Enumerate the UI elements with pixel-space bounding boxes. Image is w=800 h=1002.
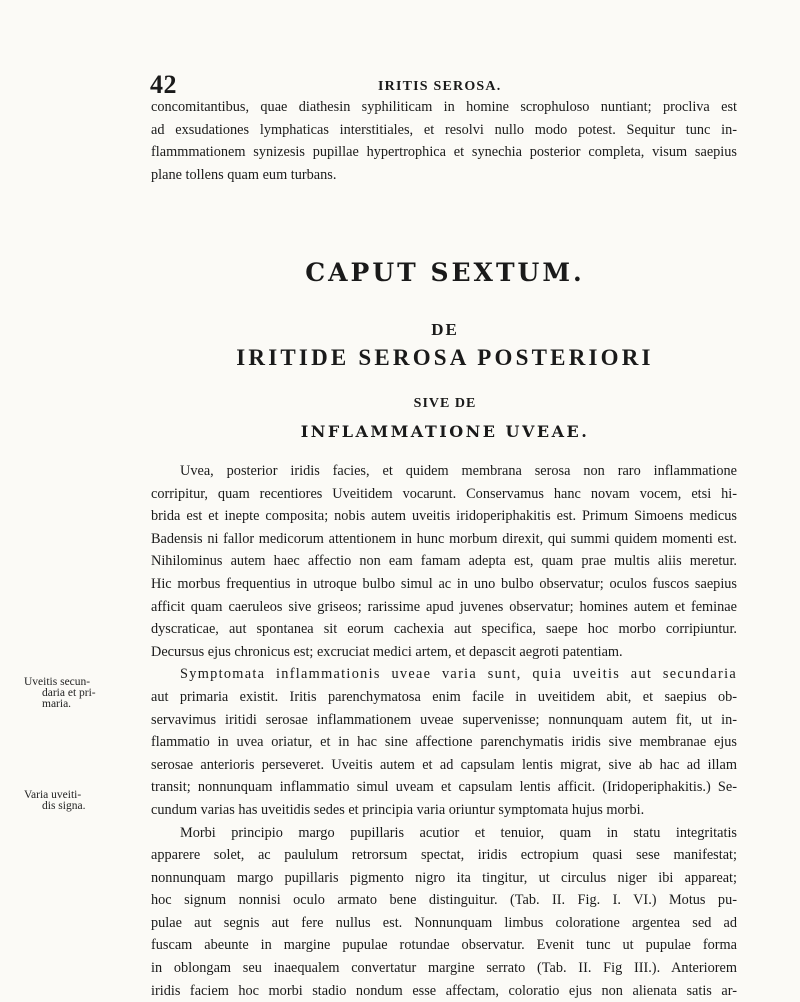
margin-note-line: dis signa. — [42, 800, 86, 812]
text-line: flammmationem synizesis pupillae hypertrophica et synechia posterior completa, visum saepius — [151, 144, 737, 161]
text-line: Badensis ni fallor medicorum attentionem in hunc morbum direxit, qui summi quidem momenti est. — [151, 530, 737, 547]
text-line: hoc signum nonnisi oculo armato bene distinguitur. (Tab. II. Fig. I. VI.) Motus pu- — [151, 892, 737, 909]
text-line: in oblongam seu inaequalem convertatur margine serrato (Tab. II. Fig III.). Anteriorem — [151, 960, 737, 977]
text-line: aut primaria existit. Iritis parenchymatosa enim facile in uveitidem abit, et saepius ob- — [151, 688, 737, 705]
text-line: Hic morbus frequentius in utroque bulbo simul ac in uno bulbo observatur; oculos fuscos saepius — [151, 575, 737, 592]
text-line: plane tollens quam eum turbans. — [151, 166, 337, 183]
margin-note — [24, 677, 149, 710]
text-line: pulae aut segnis aut fere nullus est. Nonnunquam limbus coloratione argentea sed ad — [151, 914, 737, 931]
running-head: IRITIS SEROSA. — [378, 79, 502, 94]
text-line: Symptomata inflammationis uveae varia sunt, quia uveitis aut secundaria — [180, 666, 737, 683]
margin-note — [24, 790, 149, 812]
chapter-title: IRITIDE SEROSA POSTERIORI — [236, 345, 654, 370]
margin-note-line: daria et pri- — [42, 687, 96, 699]
text-line: apparere solet, ac paululum retrorsum spectat, iridis ectropium quasi sese manifestat; — [151, 847, 737, 864]
text-line: serosae anterioris perseveret. Uveitis autem et ad capsulam lentis migrat, sive ab hac ad illam — [151, 756, 737, 773]
text-line: dyscraticae, aut spontanea sit eorum cachexia aut specifica, saepe hoc morbo corripiuntur. — [151, 621, 737, 638]
text-line: Morbi principio margo pupillaris acutior et tenuior, quam in statu integritatis — [180, 824, 737, 841]
text-line: cundum varias has uveitidis sedes et principia varia oriuntur symptomata hujus morbi. — [151, 801, 645, 818]
text-line: Uvea, posterior iridis facies, et quidem membrana serosa non raro inflammatione — [180, 463, 737, 479]
text-line: brida est et inepte composita; nobis autem uveitis iridoperiphakitis est. Primum Simoens medicus — [151, 508, 737, 525]
text-line: servavimus iritidi serosae inflammationem uveae supervenisse; nonnunquam autem fit, ut in- — [151, 711, 737, 728]
text-line: flammatio in uvea oriatur, et in hac sine affectione parenchymatis iridis sive membranae ejus — [151, 734, 737, 751]
chapter-subtitle: INFLAMMATIONE UVEAE. — [300, 422, 590, 441]
text-line: Nihilominus autem haec affectio non eam famam adepta est, quam prae multis aliis meretur. — [151, 553, 737, 570]
page-number: 42 — [150, 70, 177, 99]
text-line: iridis faciem hoc morbi stadio nondum esse affectam, coloratio ejus non alienata satis ar- — [151, 982, 737, 999]
intro-paragraph — [151, 96, 737, 186]
text-line: corripitur, quam recentiores Uveitidem vocarunt. Conservamus hanc novam vocem, etsi hi- — [151, 485, 737, 502]
chapter-de: DE — [431, 320, 459, 339]
text-line: ad exsudationes lymphaticas interstitiales, et resolvi nullo modo potest. Sequitur tunc in- — [151, 121, 737, 138]
text-line: Decursus ejus chronicus est; excruciat medici artem, et depascit aegroti patentiam. — [151, 643, 623, 660]
margin-note-line: Uveitis secun- — [24, 676, 91, 688]
text-line: concomitantibus, quae diathesin syphiliticam in homine scrophuloso nuntiant; procliva est — [151, 99, 737, 115]
text-line: fuscam abeunte in margine pupulae rotundae observatur. Evenit tunc ut pupulae forma — [151, 937, 737, 954]
text-line: transit; nonnunquam inflammatio simul uveam et capsulam lentis afficit. (Iridoperiphakitis.) Se- — [151, 779, 737, 796]
chapter-heading: CAPUT SEXTUM. — [305, 258, 585, 287]
chapter-sive: SIVE DE — [413, 396, 477, 411]
margin-note-line: maria. — [42, 698, 72, 710]
text-line: nonnunquam margo pupillaris pigmento nigro ita tingitur, ut circulus niger ibi appareat; — [151, 869, 737, 886]
body-paragraph — [151, 460, 737, 1002]
text-line: afficit quam caeruleos sive griseos; rarissime apud juvenes observatur; homines autem et feminae — [151, 598, 737, 615]
margin-note-line: Varia uveiti- — [24, 789, 82, 801]
